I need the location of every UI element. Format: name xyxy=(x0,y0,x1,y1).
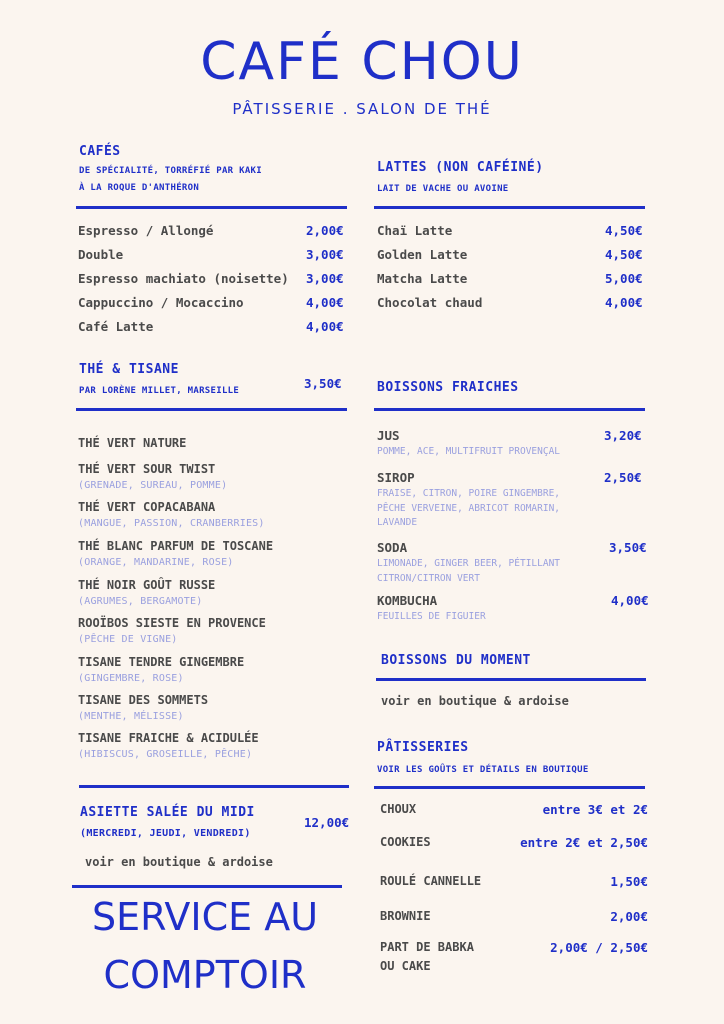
service-line-1: SERVICE AU xyxy=(91,895,319,939)
assiette-note: voir en boutique & ardoise xyxy=(85,855,273,869)
boissons-item-desc: LIMONADE, GINGER BEER, PÉTILLANT CITRON/CITRON VERT xyxy=(377,558,561,584)
assiette-divider xyxy=(79,785,349,788)
boissons-item-desc: FEUILLES DE FIGUIER xyxy=(377,611,486,622)
patisseries-item-price: 2,00€ / 2,50€ xyxy=(550,940,648,955)
assiette-subtitle: (MERCREDI, JEUDI, VENDREDI) xyxy=(80,828,251,839)
the-item-name: ROOÏBOS SIESTE EN PROVENCE xyxy=(78,616,266,630)
patisseries-item-name: ROULÉ CANNELLE xyxy=(380,874,482,888)
the-item-desc: (GINGEMBRE, ROSE) xyxy=(78,673,184,684)
boissons-item-price: 4,00€ xyxy=(611,593,649,608)
cafes-item-name: Double xyxy=(78,247,124,262)
the-subtitle: PAR LORÈNE MILLET, MARSEILLE xyxy=(79,386,240,396)
the-price: 3,50€ xyxy=(304,376,342,391)
lattes-item-name: Chocolat chaud xyxy=(377,295,483,310)
the-title: THÉ & TISANE xyxy=(79,362,179,377)
boissons-item-desc: POMME, ACE, MULTIFRUIT PROVENÇAL xyxy=(377,446,561,457)
boissons-item-name: KOMBUCHA xyxy=(377,593,438,608)
lattes-subtitle: LAIT DE VACHE OU AVOINE xyxy=(377,184,509,194)
cafes-title: CAFÉS xyxy=(79,144,121,159)
cafes-subtitle-1: DE SPÉCIALITÉ, TORRÉFIÉ PAR KAKI xyxy=(79,166,262,176)
the-item-name: TISANE TENDRE GINGEMBRE xyxy=(78,655,245,669)
service-line-2: COMPTOIR xyxy=(103,953,307,997)
patisseries-item-price: entre 2€ et 2,50€ xyxy=(520,835,648,850)
lattes-divider xyxy=(374,206,645,209)
cafes-item-price: 2,00€ xyxy=(306,223,344,238)
the-item-desc: (PÊCHE DE VIGNE) xyxy=(78,634,178,645)
lattes-title: LATTES (NON CAFÉINÉ) xyxy=(377,160,544,175)
moment-title: BOISSONS DU MOMENT xyxy=(381,653,531,668)
lattes-item-name: Matcha Latte xyxy=(377,271,468,286)
the-item-desc: (MENTHE, MÉLISSE) xyxy=(78,711,184,722)
cafes-item-name: Espresso machiato (noisette) xyxy=(78,271,289,286)
cafes-item-price: 3,00€ xyxy=(306,247,344,262)
boissons-divider xyxy=(374,408,645,411)
the-item-name: THÉ VERT SOUR TWIST xyxy=(78,462,216,476)
cafes-item-name: Espresso / Allongé xyxy=(78,223,214,238)
lattes-item-name: Golden Latte xyxy=(377,247,468,262)
patisseries-divider xyxy=(374,786,645,789)
patisseries-subtitle: VOIR LES GOÛTS ET DÉTAILS EN BOUTIQUE xyxy=(377,765,589,775)
the-item-name: TISANE FRAICHE & ACIDULÉE xyxy=(78,731,259,745)
boissons-item-name: JUS xyxy=(377,428,400,443)
lattes-item-price: 4,50€ xyxy=(605,223,643,238)
the-item-desc: (GRENADE, SUREAU, POMME) xyxy=(78,480,228,491)
lattes-item-price: 5,00€ xyxy=(605,271,643,286)
cafes-item-price: 4,00€ xyxy=(306,319,344,334)
the-item-name: TISANE DES SOMMETS xyxy=(78,693,209,707)
the-item-name: THÉ VERT NATURE xyxy=(78,436,187,450)
lattes-item-name: Chaï Latte xyxy=(377,223,453,238)
the-item-desc: (HIBISCUS, GROSEILLE, PÊCHE) xyxy=(78,749,253,760)
boissons-item-name: SIROP xyxy=(377,470,415,485)
cafes-item-name: Café Latte xyxy=(78,319,154,334)
the-item-name: THÉ NOIR GOÛT RUSSE xyxy=(78,578,216,592)
cafes-item-price: 3,00€ xyxy=(306,271,344,286)
the-item-desc: (ORANGE, MANDARINE, ROSE) xyxy=(78,557,234,568)
patisseries-item-name: COOKIES xyxy=(380,835,431,849)
patisseries-item-name: PART DE BABKA xyxy=(380,940,474,954)
patisseries-item-price: entre 3€ et 2€ xyxy=(542,802,648,817)
boissons-item-price: 2,50€ xyxy=(604,470,642,485)
patisseries-item-name: BROWNIE xyxy=(380,909,431,923)
boissons-item-desc: FRAISE, CITRON, POIRE GINGEMBRE, PÊCHE VERVEINE, ABRICOT ROMARIN, LAVANDE xyxy=(377,488,561,528)
menu-title: CAFÉ CHOU xyxy=(200,32,524,92)
cafes-divider xyxy=(76,206,347,209)
patisseries-item-name-2: OU CAKE xyxy=(380,959,431,973)
lattes-item-price: 4,50€ xyxy=(605,247,643,262)
boissons-item-price: 3,50€ xyxy=(609,540,647,555)
the-item-desc: (MANGUE, PASSION, CRANBERRIES) xyxy=(78,518,265,529)
boissons-item-name: SODA xyxy=(377,540,408,555)
moment-note: voir en boutique & ardoise xyxy=(381,694,569,708)
boissons-title: BOISSONS FRAICHES xyxy=(377,380,519,395)
patisseries-item-price: 1,50€ xyxy=(610,874,648,889)
lattes-item-price: 4,00€ xyxy=(605,295,643,310)
moment-divider xyxy=(376,678,646,681)
patisseries-item-price: 2,00€ xyxy=(610,909,648,924)
assiette-price: 12,00€ xyxy=(304,815,350,830)
cafes-item-name: Cappuccino / Mocaccino xyxy=(78,295,244,310)
patisseries-item-name: CHOUX xyxy=(380,802,417,816)
cafes-item-price: 4,00€ xyxy=(306,295,344,310)
cafes-subtitle-2: À LA ROQUE D'ANTHÉRON xyxy=(79,183,200,193)
patisseries-title: PÂTISSERIES xyxy=(377,740,469,755)
the-item-name: THÉ BLANC PARFUM DE TOSCANE xyxy=(78,539,274,553)
the-item-name: THÉ VERT COPACABANA xyxy=(78,500,216,514)
assiette-title: ASIETTE SALÉE DU MIDI xyxy=(80,805,255,820)
menu-subtitle: PÂTISSERIE . SALON DE THÉ xyxy=(232,100,492,118)
the-item-desc: (AGRUMES, BERGAMOTE) xyxy=(78,596,203,607)
boissons-item-price: 3,20€ xyxy=(604,428,642,443)
the-divider xyxy=(76,408,347,411)
